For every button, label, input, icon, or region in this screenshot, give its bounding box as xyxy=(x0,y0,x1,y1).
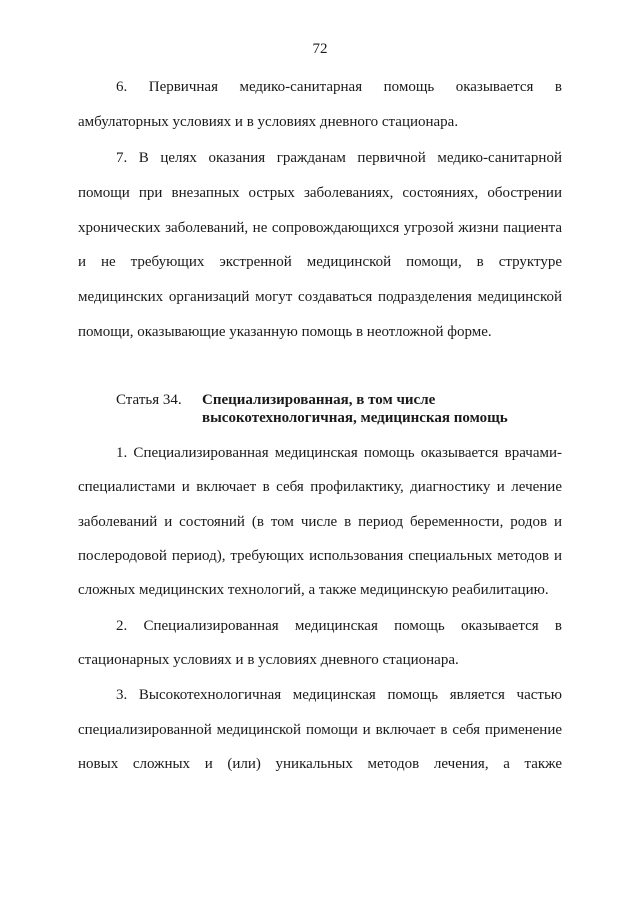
article-paragraph-1-line-4: послеродовой период), требующих использования специальных методов и xyxy=(78,548,562,564)
paragraph-7-line-2: помощи при внезапных острых заболеваниях, состояниях, обострении xyxy=(78,185,562,201)
article-paragraph-3-line-3: новых сложных и (или) уникальных методов лечения, а также xyxy=(78,756,562,772)
paragraph-6-line-2: амбулаторных условиях и в условиях дневного стационара. xyxy=(78,114,459,130)
article-title-line-2: высокотехнологичная, медицинская помощь xyxy=(202,410,508,426)
article-paragraph-2-line-1: 2. Специализированная медицинская помощь оказывается в xyxy=(116,618,562,634)
article-number: Статья 34. xyxy=(116,392,182,408)
paragraph-7-line-3: хронических заболеваний, не сопровождающихся угрозой жизни пациента xyxy=(78,220,562,236)
page-number: 72 xyxy=(312,41,328,57)
paragraph-7-line-1: 7. В целях оказания гражданам первичной медико-санитарной xyxy=(116,150,562,166)
article-paragraph-1-line-1: 1. Специализированная медицинская помощь оказывается врачами- xyxy=(116,445,562,461)
article-paragraph-3-line-2: специализированной медицинской помощи и включает в себя применение xyxy=(78,722,562,738)
article-paragraph-3-line-1: 3. Высокотехнологичная медицинская помощь является частью xyxy=(116,687,562,703)
paragraph-6-line-1: 6. Первичная медико-санитарная помощь оказывается в xyxy=(116,79,562,95)
article-paragraph-1-line-5: сложных медицинских технологий, а также медицинскую реабилитацию. xyxy=(78,582,549,598)
article-paragraph-2-line-2: стационарных условиях и в условиях дневного стационара. xyxy=(78,652,459,668)
paragraph-7-line-5: медицинских организаций могут создаваться подразделения медицинской xyxy=(78,289,562,305)
article-title-line-1: Специализированная, в том числе xyxy=(202,392,436,408)
paragraph-7-line-4: и не требующих экстренной медицинской помощи, в структуре xyxy=(78,254,562,270)
article-paragraph-1-line-3: заболеваний и состояний (в том числе в период беременности, родов и xyxy=(78,514,562,530)
article-paragraph-1-line-2: специалистами и включает в себя профилактику, диагностику и лечение xyxy=(78,479,562,495)
paragraph-7-line-6: помощи, оказывающие указанную помощь в неотложной форме. xyxy=(78,324,492,340)
